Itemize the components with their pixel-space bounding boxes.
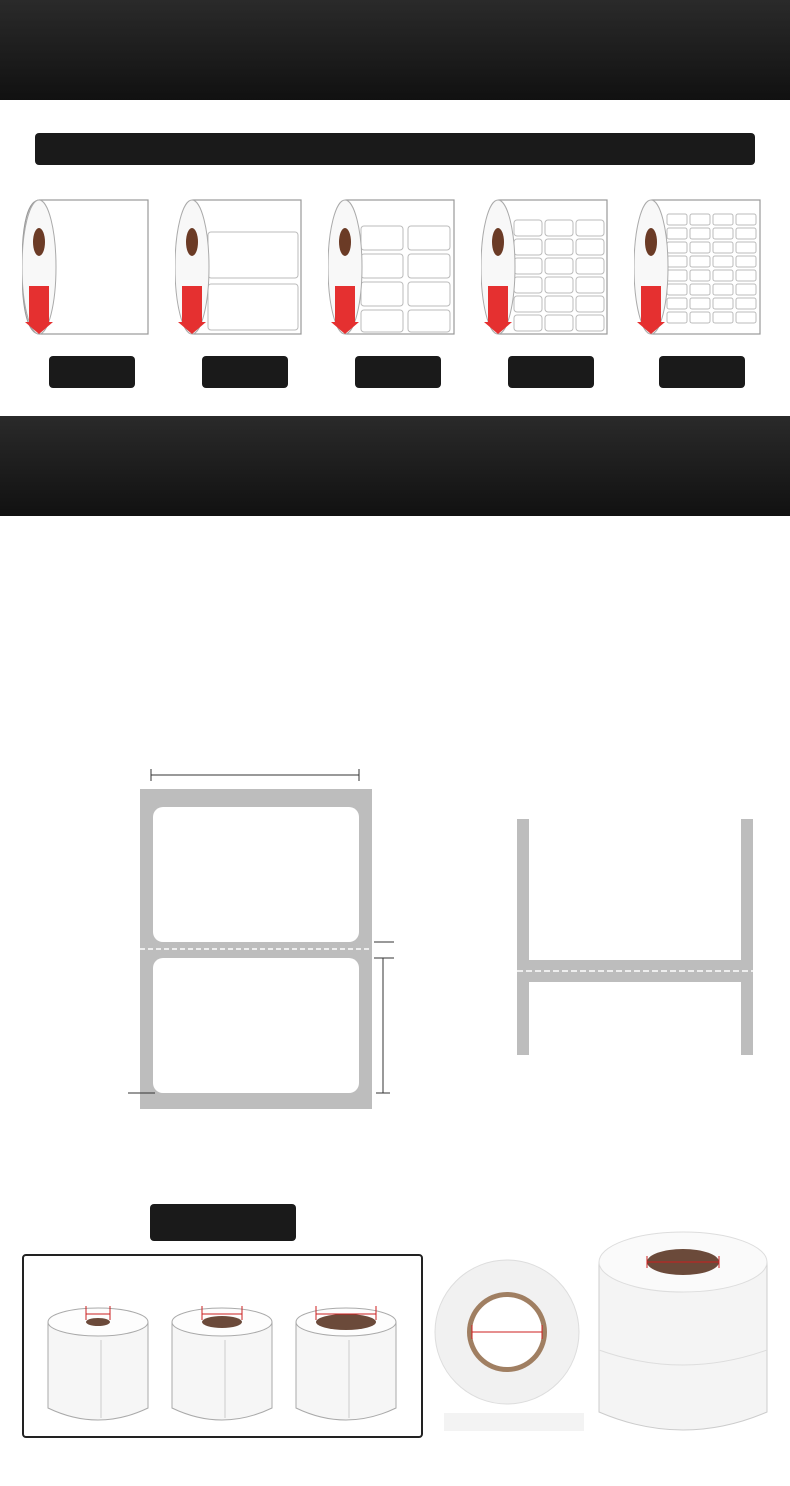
core-roll-75 (294, 1300, 398, 1428)
roll-double-row (328, 198, 456, 336)
roll-type-label-quad (659, 356, 745, 388)
roll-type-label-double (355, 356, 441, 388)
roll-quad-row (634, 198, 762, 336)
roll-single-row (175, 198, 303, 336)
label-spec-diagram (0, 700, 790, 1190)
core-roll-25 (46, 1300, 150, 1428)
customize-banner (0, 0, 790, 100)
board-banner (0, 416, 790, 516)
roll-type-label-continuous (49, 356, 135, 388)
roll-continuous (22, 198, 150, 336)
label-sort-method-pill (35, 133, 755, 165)
core-size-pill (150, 1204, 296, 1241)
core-roll-40 (170, 1300, 274, 1428)
roll-type-label-triple (508, 356, 594, 388)
roll-triple-row (481, 198, 609, 336)
roll-type-label-single (202, 356, 288, 388)
big-roll (594, 1230, 772, 1440)
core-ring-top-view (434, 1258, 584, 1433)
